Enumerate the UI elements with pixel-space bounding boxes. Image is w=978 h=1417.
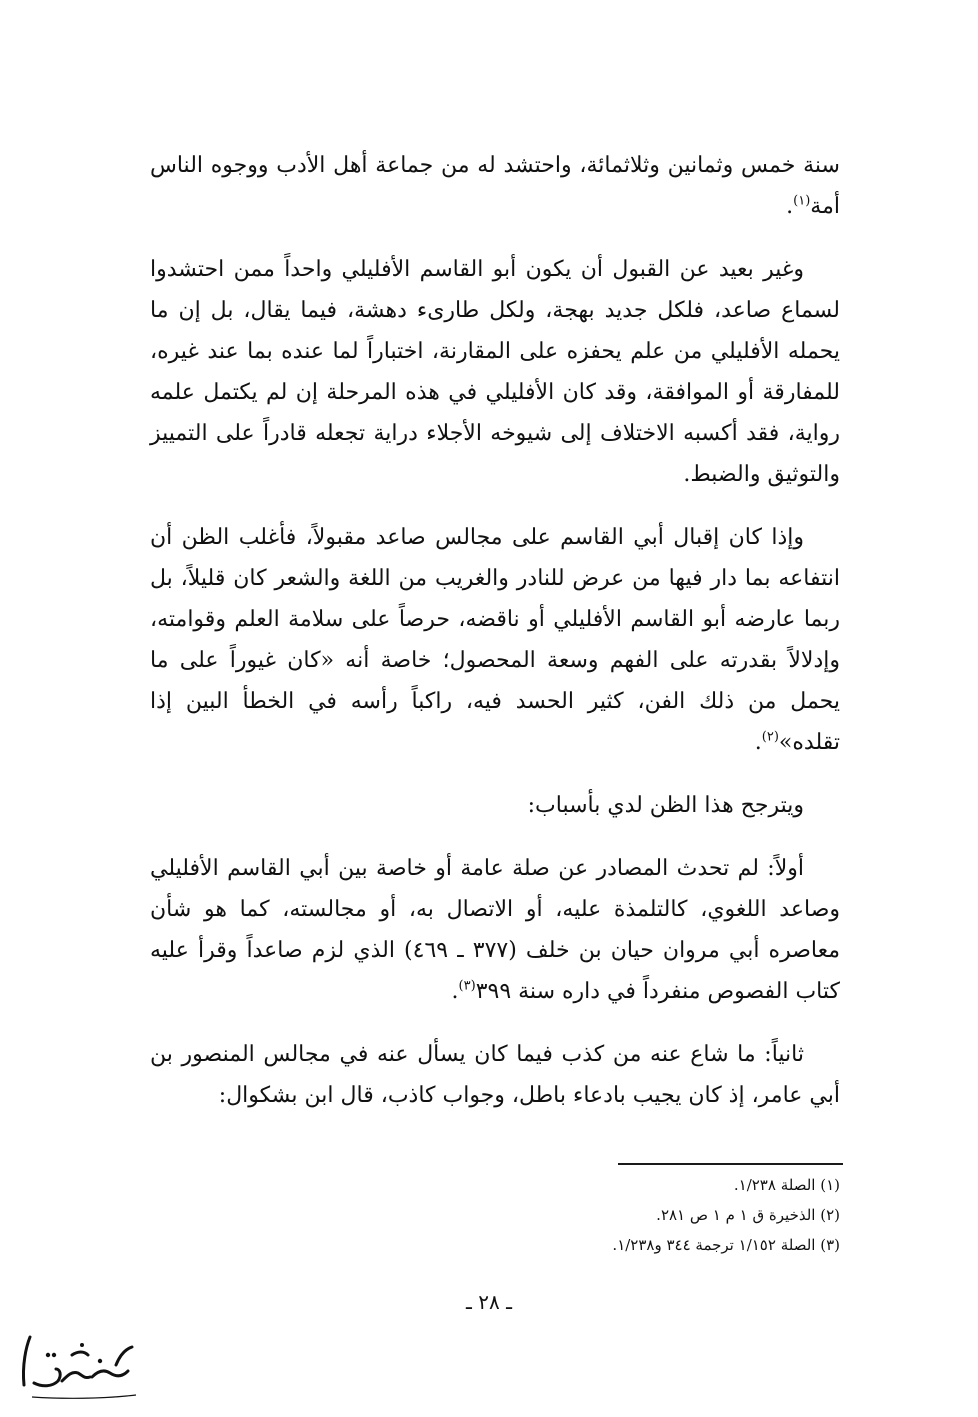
paragraph-1-end: . bbox=[786, 194, 794, 219]
footnote-3: (٣) الصلة ١/١٥٢ ترجمة ٣٤٤ و١/٢٣٨. bbox=[612, 1236, 840, 1254]
paragraph-3 bbox=[150, 517, 840, 763]
footnote-ref-1: (١) bbox=[793, 193, 811, 209]
paragraph-1 bbox=[150, 145, 840, 227]
paragraph-5-end: . bbox=[451, 979, 459, 1004]
footnotes bbox=[380, 1170, 840, 1260]
paragraph-5-text: أولاً: لم تحدث المصادر عن صلة عامة أو خاصة بين أبي القاسم الأفليلي وصاعد اللغوي، كالتلمذة عليه، أو الاتصال به، أو مجالسته، كما هو شأن معاصره أبي مروان حيان بن خلف (٣٧٧ ـ ٤٦٩) الذي لزم صاعداً وقرأ عليه كتاب الفصوص منفرداً في داره سنة ٣٩٩ bbox=[150, 856, 840, 1004]
paragraph-4: ويترجح هذا الظن لدي بأسباب: bbox=[527, 793, 804, 818]
footnote-1: (١) الصلة ١/٢٣٨. bbox=[733, 1176, 840, 1194]
footnote-divider bbox=[618, 1163, 843, 1165]
footnote-2: (٢) الذخيرة ق ١ م ١ ص ٢٨١. bbox=[656, 1206, 840, 1224]
paragraph-3-end: . bbox=[754, 730, 762, 755]
paragraph-1-text: سنة خمس وثمانين وثلاثمائة، واحتشد له من جماعة أهل الأدب ووجوه الناس أمة bbox=[150, 153, 840, 219]
stamp-calligraphy-icon bbox=[12, 1325, 142, 1405]
footnote-ref-2: (٢) bbox=[761, 729, 779, 745]
page-number: ـ ٢٨ ـ bbox=[466, 1290, 512, 1314]
paragraph-5 bbox=[150, 848, 840, 1012]
footnote-ref-3: (٣) bbox=[458, 978, 476, 994]
body-text bbox=[150, 145, 840, 1116]
paragraph-6: ثانياً: ما شاع عنه من كذب فيما كان يسأل عنه في مجالس المنصور بن أبي عامر، إذ كان يجيب بادعاء باطل، وجواب كاذب، قال ابن بشكوال: bbox=[150, 1042, 840, 1108]
library-stamp-logo bbox=[12, 1325, 142, 1405]
paragraph-2: وغير بعيد عن القبول أن يكون أبو القاسم الأفليلي واحداً ممن احتشدوا لسماع صاعد، فلكل جديد بهجة، ولكل طارىء دهشة، فيما يقال، بل إن ما يحمله الأفليلي من علم يحفزه على المقارنة، اختباراً لما عنده بما عند غيره، للمفارقة أو الموافقة، وقد كان الأفليلي في هذه المرحلة إن لم يكتمل علمه رواية، فقد أكسبه الاختلاف إلى شيوخه الأجلاء دراية تجعله قادراً على التمييز والتوثيق والضبط. bbox=[150, 257, 840, 487]
paragraph-3-text: وإذا كان إقبال أبي القاسم على مجالس صاعد مقبولاً، فأغلب الظن أن انتفاعه بما دار فيها من عرض للنادر والغريب من اللغة والشعر كان قليلاً، بل ربما عارضه أبو القاسم الأفليلي أو ناقضه، حرصاً على سلامة العلم وقوامته، وإدلالاً بقدرته على الفهم وسعة المحصول؛ خاصة أنه «كان غيوراً على ما يحمل من ذلك الفن، كثير الحسد فيه، راكباً رأسه في الخطأ البين إذا تقلده» bbox=[150, 525, 840, 755]
